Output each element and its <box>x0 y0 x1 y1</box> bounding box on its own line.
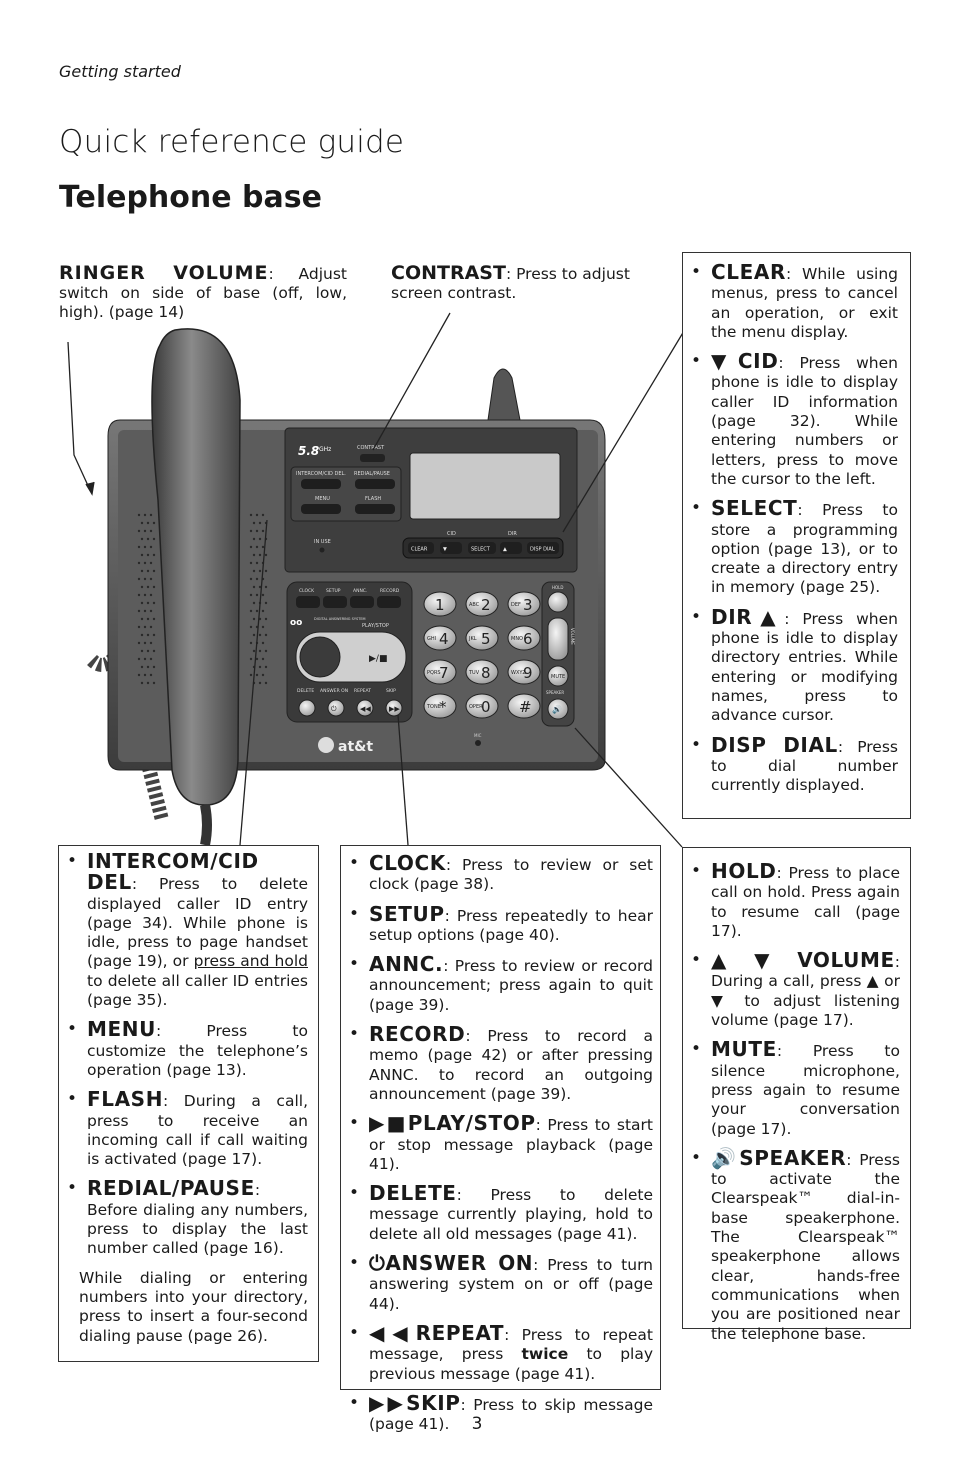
rt-key: SELECT <box>711 496 798 521</box>
mb-text: : Press to review or record announcement; press again to quit (page 39). <box>369 957 653 1014</box>
keypad-letters: GHI <box>427 636 437 642</box>
mb-item <box>341 851 653 895</box>
mb-text: : Press to delete message currently playing, hold to delete all old messages (page 41). <box>369 1186 653 1243</box>
redial-label: REDIAL/PAUSE <box>354 471 390 477</box>
lb-key: MENU <box>87 1017 156 1042</box>
right-top-list <box>683 260 898 795</box>
lb-key: FLASH <box>87 1087 164 1112</box>
keypad-letters: JKL <box>469 636 477 642</box>
play-stop-button[interactable] <box>300 637 340 677</box>
rt-key: ▼CID <box>711 349 779 374</box>
mb-item <box>341 1251 653 1314</box>
keypad-letters: TUV <box>469 670 480 676</box>
lb-key: REDIAL/PAUSE <box>87 1176 255 1201</box>
rb-text: : During a call, press ▲ or ▼ to adjust listening volume (page 17). <box>711 953 900 1030</box>
mb-key: ◀◀REPEAT <box>369 1320 505 1345</box>
ringer-volume-text: : Adjust switch on side of base (off, low, high). (page 14) <box>59 265 348 321</box>
in-use-label: IN USE <box>314 539 331 545</box>
menu-label: MENU <box>315 496 330 502</box>
lb-item <box>59 1087 308 1169</box>
ringer-volume-key: RINGER VOLUME <box>59 262 269 284</box>
dir-label: DIR <box>508 531 517 537</box>
lb-text: : During a call, press to receive an incoming call if call waiting is activated (page 17). <box>87 1092 308 1169</box>
mb-item <box>341 1111 653 1174</box>
keypad-digit: 4 <box>439 630 449 648</box>
mb-text: : Press to review or set clock (page 38). <box>369 856 653 894</box>
mb-text: : Press to repeat message, press <box>369 1325 653 1364</box>
microphone-hole <box>475 740 481 746</box>
mb-text: : Press to start or stop message playback (page 41). <box>369 1116 653 1173</box>
lb-text: : Before dialing any numbers, press to display the last number called (page 16). <box>87 1181 308 1258</box>
keypad-digit: 9 <box>523 664 533 682</box>
hold-button[interactable] <box>548 592 568 612</box>
nav-button-label: DISP DIAL <box>530 546 555 553</box>
keypad-digit: 2 <box>481 596 491 614</box>
page-title: Quick reference guide <box>59 124 405 160</box>
att-logo-text: at&t <box>338 739 374 755</box>
right-top-panel <box>682 252 911 819</box>
answering-top-label: SETUP <box>326 589 341 594</box>
page-number: 3 <box>471 1414 483 1434</box>
keypad-digit: 3 <box>523 596 533 614</box>
mic-label: MIC <box>474 733 482 738</box>
keypad-digit: * <box>439 698 447 716</box>
lb-item <box>59 849 308 1010</box>
rt-text: : Press when phone is idle to display directory entries. While entering or modifying names, press to advance cursor. <box>711 609 898 725</box>
speaker-label: SPEAKER <box>546 690 565 695</box>
left-bottom-list <box>59 849 308 1259</box>
answering-bottom-label: SKIP <box>386 689 396 694</box>
right-bottom-panel <box>682 847 911 1343</box>
section-label: Getting started <box>59 62 181 81</box>
lb-key: INTERCOM/CID DEL <box>87 849 259 895</box>
mb-text: : Press to skip message (page 41). <box>369 1395 653 1434</box>
rt-item <box>683 604 898 726</box>
lb-item <box>59 1017 308 1080</box>
rt-item <box>683 260 898 342</box>
nav-button-label: ▲ <box>503 546 507 553</box>
nav-button-label: ▼ <box>443 546 447 553</box>
right-bottom-list <box>683 859 900 1344</box>
rb-key: HOLD <box>711 859 777 883</box>
flash-button[interactable] <box>355 504 395 514</box>
das-label: DIGITAL ANSWERING SYSTEM <box>314 617 366 621</box>
answering-top-button[interactable] <box>323 596 347 608</box>
rb-text: : Press to place call on hold. Press again to resume call (page 17). <box>711 864 900 940</box>
rt-text: : Press when phone is idle to display caller ID information (page 32). While entering numbers or letters, press to move the cursor to the left. <box>711 354 898 488</box>
answering-top-button[interactable] <box>377 596 401 608</box>
keypad-digit: 8 <box>481 664 491 682</box>
flash-label: FLASH <box>365 496 382 502</box>
mb-item <box>341 1022 653 1104</box>
keypad-letters: MNO <box>511 636 523 642</box>
rb-key: MUTE <box>711 1037 777 1062</box>
speaker-icon: 🔊 <box>552 705 562 714</box>
das-logo-icon: oo <box>290 618 303 628</box>
hold-label: HOLD <box>552 585 564 590</box>
mb-key: ⏻ANSWER ON <box>369 1251 534 1276</box>
rb-key: ▲▼VOLUME <box>711 948 895 973</box>
answering-bottom-icon: ⏻ <box>331 705 337 713</box>
answering-bottom-button[interactable] <box>299 700 315 716</box>
answering-top-label: ANNC. <box>353 589 368 594</box>
mb-item <box>341 1320 654 1384</box>
ghz-unit: GHz <box>319 446 332 453</box>
nav-button-row <box>408 542 559 554</box>
contrast-label: CONTRAST <box>357 445 385 451</box>
play-stop-label: PLAY/STOP <box>362 623 389 629</box>
middle-bottom-list <box>341 851 654 1434</box>
keypad-digit: 1 <box>435 596 445 614</box>
keypad-digit: 7 <box>439 664 449 682</box>
mb-key: ▶■PLAY/STOP <box>369 1111 536 1136</box>
keypad-letters: WXYZ <box>511 670 526 676</box>
page-subtitle: Telephone base <box>59 180 322 215</box>
answering-top-button[interactable] <box>296 596 320 608</box>
rt-text: : Press to dial number currently displayed. <box>711 737 898 795</box>
keypad-letters: PQRS <box>427 670 441 676</box>
volume-rocker[interactable] <box>548 618 568 660</box>
mute-label: MUTE <box>551 674 566 680</box>
att-globe-icon <box>318 737 334 753</box>
intercom-button[interactable] <box>301 479 341 489</box>
middle-bottom-panel <box>340 845 661 1434</box>
answering-top-label: RECORD <box>380 589 400 594</box>
nav-button-label: CLEAR <box>411 546 428 553</box>
keypad-digit: 5 <box>481 630 491 648</box>
antenna <box>488 369 520 420</box>
rb-item <box>683 948 900 1030</box>
keypad-letters: TONE <box>427 704 441 710</box>
answering-bottom-icon: ▶▶ <box>389 705 400 713</box>
nav-button-label: SELECT <box>471 546 490 553</box>
mb-key: RECORD <box>369 1022 466 1047</box>
rb-item <box>683 1037 900 1138</box>
mb-emphasis: twice <box>521 1345 569 1364</box>
rt-item <box>683 732 898 796</box>
rb-text: : Press to silence microphone, press again to resume your conversation (page 17). <box>711 1042 900 1138</box>
menu-button[interactable] <box>301 504 341 514</box>
lb-text: : Press to delete displayed caller ID entry (page 34). While phone is idle, press to page handset (page 19), or <box>87 875 308 971</box>
lb-text: to delete all caller ID entries (page 35). <box>87 971 308 1010</box>
rb-text: : Press to activate the Clearspeak™ dial-in-base speakerphone. The Clearspeak™ speakerphone allows clear, hands-free communications when you are positioned near the telephone base. <box>711 1150 900 1343</box>
mb-item <box>341 952 653 1015</box>
mb-key: ANNC. <box>369 952 444 977</box>
rt-item <box>683 496 898 597</box>
keypad-letters: ABC <box>469 602 480 608</box>
mb-item <box>341 1181 653 1244</box>
lb-text: : Press to customize the telephone’s operation (page 13). <box>87 1022 308 1079</box>
answering-bottom-label: ANSWER ON <box>320 689 349 694</box>
keypad-digit: 0 <box>481 698 491 716</box>
redial-button[interactable] <box>355 479 395 489</box>
keypad-letters: DEF <box>511 602 521 608</box>
rt-key: DIR▲ <box>711 604 785 629</box>
rt-key: CLEAR <box>711 260 786 284</box>
mb-text: : Press to turn answering system on or off (page 44). <box>369 1256 653 1313</box>
volume-label: VOLUME <box>570 628 575 645</box>
play-stop-icon: ▶/■ <box>369 654 388 664</box>
mb-key: CLOCK <box>369 851 446 875</box>
mb-key: DELETE <box>369 1181 457 1206</box>
rt-text: : Press to store a programming option (page 13), or to create a directory entry in memory (page 25). <box>711 501 898 597</box>
keypad-letters: OPER <box>469 704 483 710</box>
mb-item <box>341 901 653 946</box>
ghz-badge: 5.8 <box>298 444 320 458</box>
rb-item <box>683 859 900 941</box>
rt-item <box>683 349 898 489</box>
mb-key: SETUP <box>369 901 445 926</box>
contrast-key: CONTRAST <box>391 262 506 284</box>
mb-text: : Press to record a memo (page 42) or after pressing ANNC. to record an outgoing announcement (page 39). <box>369 1027 653 1103</box>
answering-bottom-label: DELETE <box>297 689 315 694</box>
mb-text: : Press repeatedly to hear setup options (page 40). <box>369 906 653 944</box>
rt-key: DISP DIAL <box>711 732 838 757</box>
left-bottom-panel <box>58 845 319 1362</box>
answering-top-button[interactable] <box>350 596 374 608</box>
redial-continuation: While dialing or entering numbers into your directory, press to insert a four-second dialing pause (page 26). <box>79 1268 308 1345</box>
intercom-label: INTERCOM/CID DEL. <box>296 471 346 477</box>
contrast-button[interactable] <box>360 454 385 462</box>
mb-text: to play previous message (page 41). <box>369 1345 654 1383</box>
keypad-digit: 6 <box>523 630 533 648</box>
mb-key: ▶▶SKIP <box>369 1390 461 1415</box>
lcd-screen <box>410 453 560 519</box>
contrast-text: : Press to adjust screen contrast. <box>391 265 630 302</box>
lb-underline: press and hold <box>193 952 308 971</box>
answering-bottom-icon: ◀◀ <box>360 705 371 713</box>
cid-label: CID <box>447 531 456 537</box>
lb-item <box>59 1176 308 1258</box>
rb-item <box>683 1145 900 1344</box>
rb-key: 🔊SPEAKER <box>711 1145 847 1170</box>
keypad-digit: # <box>519 698 532 716</box>
answering-bottom-label: REPEAT <box>354 689 372 694</box>
answering-top-label: CLOCK <box>299 589 315 594</box>
rt-text: : While using menus, press to cancel an operation, or exit the menu display. <box>711 265 898 341</box>
